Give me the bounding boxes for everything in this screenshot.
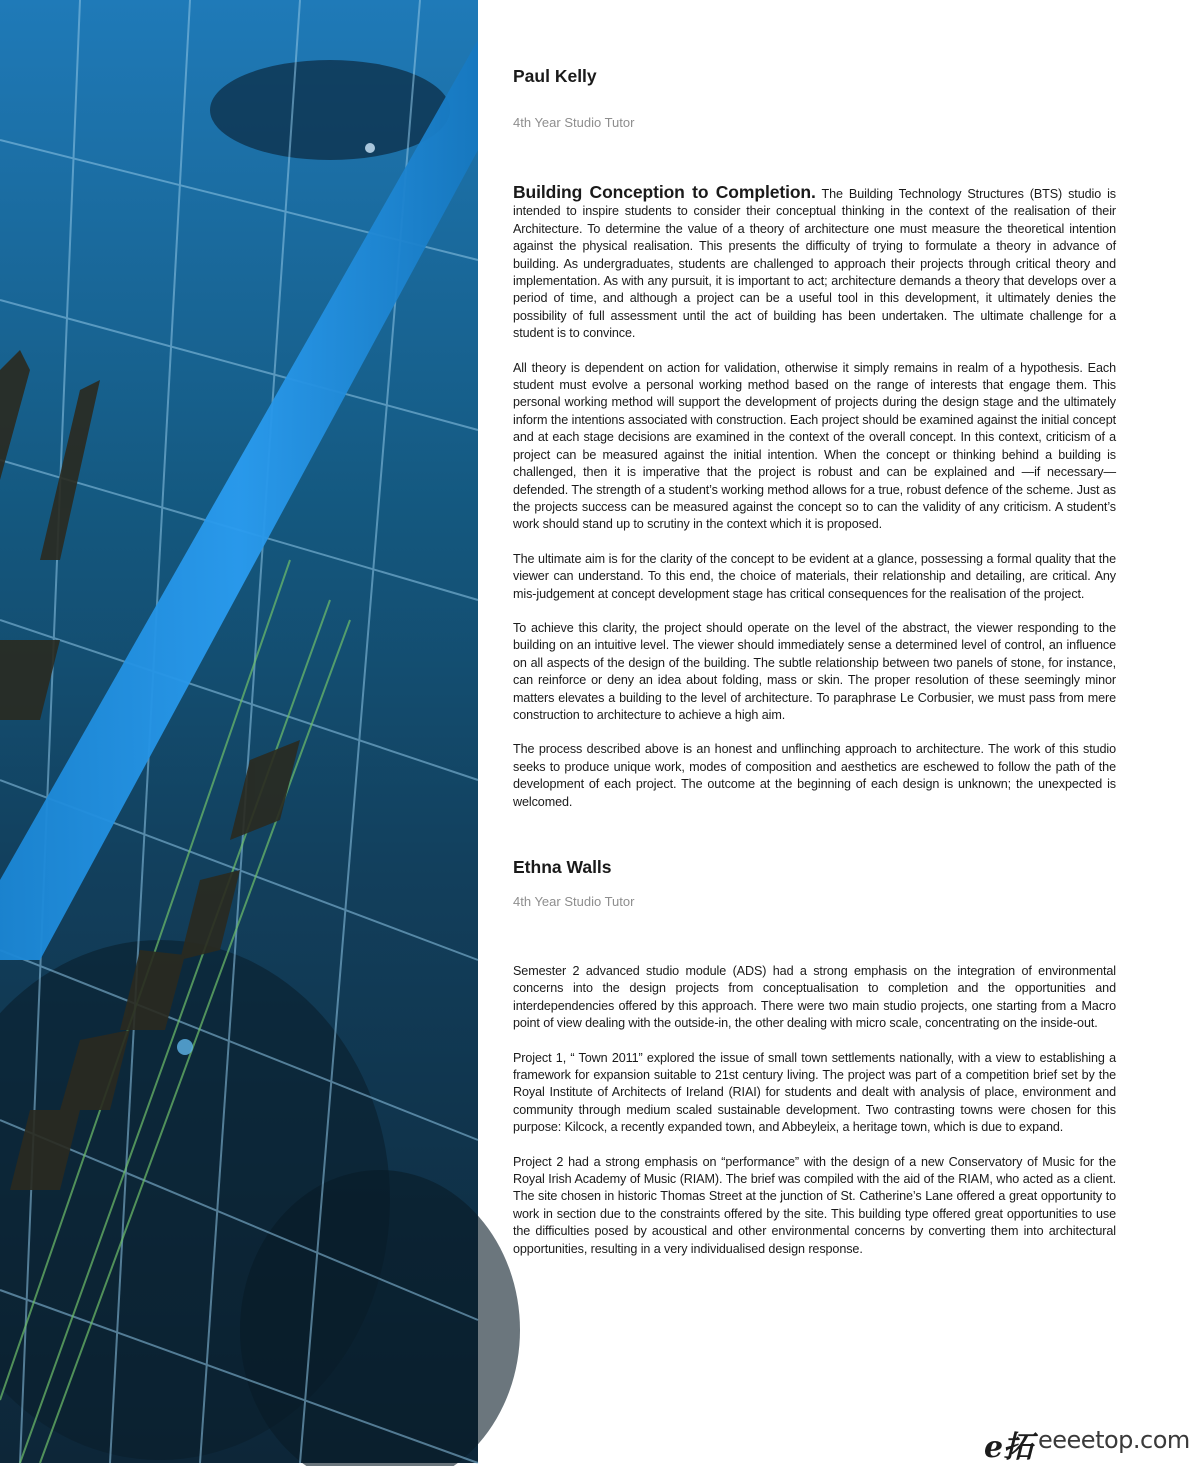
watermark-logo: e拓: [984, 1430, 1034, 1465]
paragraph: Project 2 had a strong emphasis on “performance” with the design of a new Conservatory of Music for the Royal Irish Academy of Music (RIAM). The brief was compiled with the aid of the RIAM, who acted as a client. The site chosen in historic Thomas Street at the junction of St. Catherine’s Lane offered a great opportunity to work in section due to the constraints offered by the site. This building type offered great opportunities to use the difficulties posed by acoustical and other environmental concerns by converting them into architectural opportunities, resulting in a very individualised design response.: [513, 1154, 1116, 1256]
author-name-2: Ethna Walls: [513, 857, 612, 877]
text-column: [513, 64, 1116, 1258]
paragraph: The ultimate aim is for the clarity of the concept to be evident at a glance, possessing a formal quality that the viewer can understand. To this end, the choice of materials, their relationship and detailing, are critical. Any mis-judgement at concept development stage has critical consequences for the realisation of the project.: [513, 551, 1116, 601]
photo-highlight: [365, 143, 375, 153]
paragraph: To achieve this clarity, the project should operate on the level of the abstract, the viewer responding to the building on an intuitive level. The viewer should immediately sense a determined level of control, an influence on all aspects of the design of the building. The subtle relationship between two panels of stone, for instance, can reinforce or deny an idea about folding, mass or skin. The proper resolution of these seemingly minor matters elevates a building to the level of architecture. To paraphrase Le Corbusier, we must pass from mere construction to architecture to achieve a high aim.: [513, 620, 1116, 722]
author-role-2: 4th Year Studio Tutor: [513, 894, 635, 909]
watermark-text: eeeetop.com: [1038, 1426, 1190, 1454]
author-name-1: Paul Kelly: [513, 66, 597, 86]
author-role-1: 4th Year Studio Tutor: [513, 115, 635, 130]
lead-heading: Building Conception to Completion.: [513, 182, 816, 202]
photo-highlight: [177, 1039, 193, 1055]
paragraph: All theory is dependent on action for validation, otherwise it simply remains in realm of a hypothesis. Each student must evolve a personal working method based on the range of interests that engage them. This personal working method will support the development of projects during the design stage and the ultimately inform the intentions associated with construction. Each project should be examined against the initial concept and at each stage decisions are examined in the context of the overall concept. In this context, criticism of a project can be measured against the initial intention. When the concept or thinking behind a building is challenged, then it is imperative that the project is robust and can be explained and —if necessary—defended. The strength of a student’s working method allows for a true, robust defence of the scheme. Just as the projects success can be measured against the concept so to can the validity of any criticism. A student’s work should stand up to scrutiny in the context which it is proposed.: [513, 360, 1116, 532]
paragraph: Semester 2 advanced studio module (ADS) had a strong emphasis on the integration of environmental concerns into the design projects from conceptualisation to completion and the opportunities and interdependencies offered by this approach. There were two main studio projects, one starting from a Macro point of view dealing with the outside-in, the other dealing with micro scale, concentrating on the inside-out.: [513, 964, 1116, 1031]
paragraph: [513, 184, 1116, 343]
paragraph: Project 1, “ Town 2011” explored the issue of small town settlements nationally, with a view to establishing a framework for expansion suitable to 21st century living. The project was part of a competition brief set by the Royal Institute of Architects of Ireland (RIAI) for students and dealt with analysis of place, environment and community through medium scaled sustainable development. Two contrasting towns were chosen for this purpose: Kilcock, a recently expanded town, and Abbeyleix, a heritage town, which is due to expand.: [513, 1050, 1116, 1135]
cover-photo: [0, 0, 478, 1463]
paragraph: The process described above is an honest and unflinching approach to architecture. The work of this studio seeks to produce unique work, modes of composition and aesthetics are eschewed to follow the path of the development of each project. The outcome at the beginning of each design is unknown; the unexpected is welcomed.: [513, 742, 1116, 809]
paragraph-text: The Building Technology Structures (BTS) studio is intended to inspire students to consider their conceptual thinking in the context of the realisation of their Architecture. To determine the value of a theory of architecture one must measure the theoretical intention against the physical realisation. This presents the difficulty of trying to formulate a theory in advance of building. As undergraduates, students are challenged to approach their projects through critical theory and implementation. As with any pursuit, it is important to act; architecture demands a theory that develops over a period of time, and although a project can be a useful tool in this development, it ultimately denies the possibility of full assessment until the act of building has been undertaken. The ultimate challenge for a student is to convince.: [513, 187, 1116, 341]
watermark: [980, 1418, 1190, 1465]
